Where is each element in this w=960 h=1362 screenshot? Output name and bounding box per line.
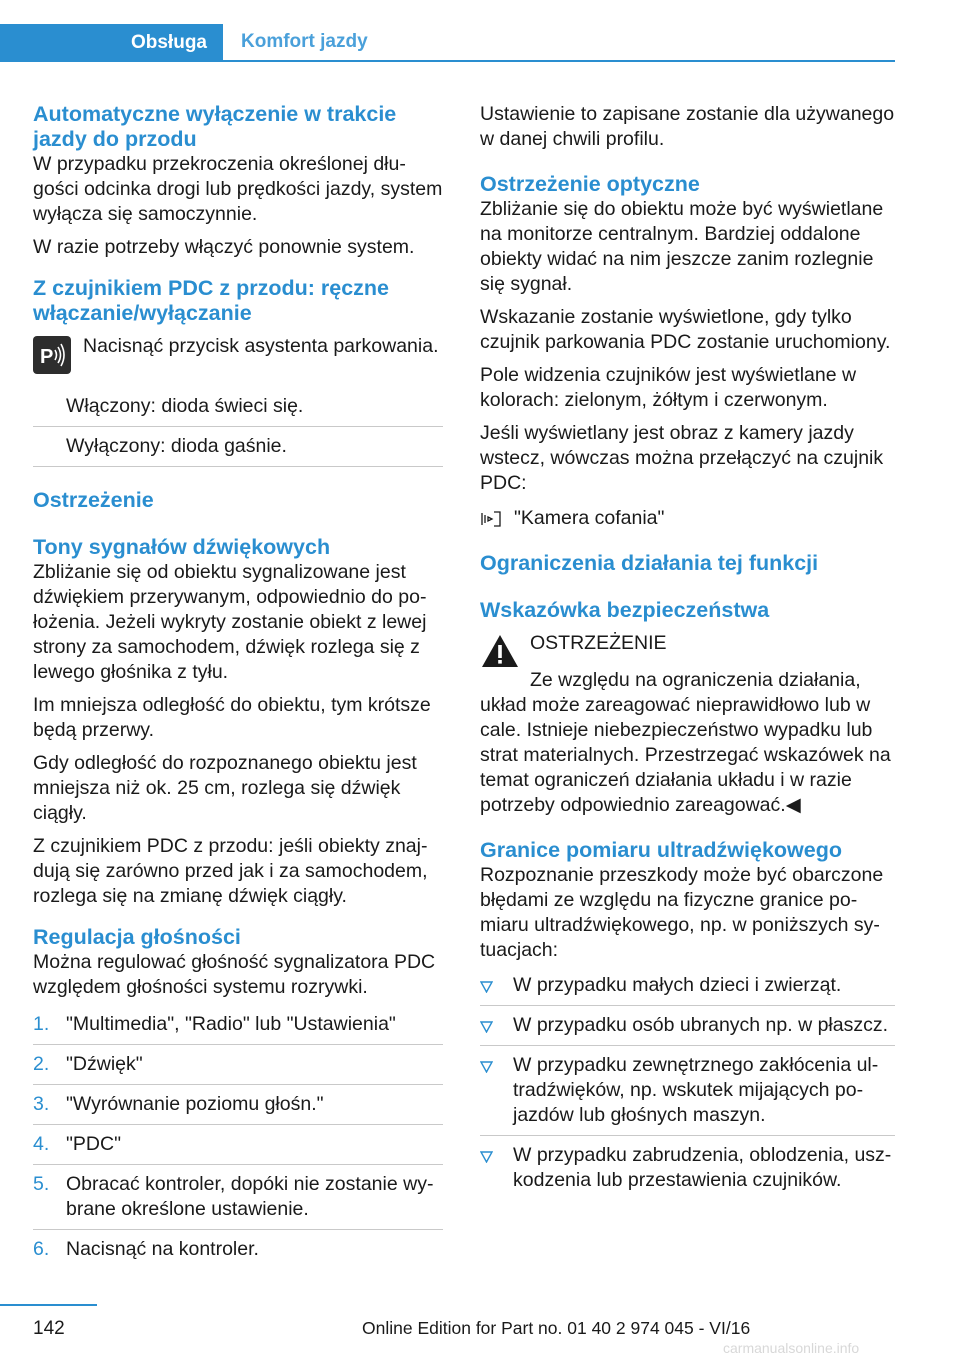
watermark: carmanualsonline.info bbox=[723, 1340, 860, 1356]
step-text: Nacisnąć na kontroler. bbox=[66, 1238, 259, 1260]
step-number: 3. bbox=[33, 1093, 50, 1115]
list-item bbox=[33, 394, 443, 427]
step-number: 2. bbox=[33, 1053, 50, 1075]
footer-rule bbox=[0, 1304, 97, 1306]
bullet-triangle-icon bbox=[480, 1021, 493, 1033]
para-ultrasonic: Rozpoznanie przeszkody może być obarczone błędami ze względu na fizyczne granice pomiaru ultradźwiękowego, np. w poniższych sytuacjach: bbox=[480, 864, 884, 961]
step-text: "PDC" bbox=[66, 1133, 122, 1155]
para-optical-4: Jeśli wyświetlany jest obraz z kamery jazdy wstecz, wówczas można przełączyć na czujnik PDC: bbox=[480, 422, 884, 494]
para-volume: Można regulować głośność sygnalizatora PDC względem głośności systemu rozrywki. bbox=[33, 951, 436, 998]
heading-auto-off: Automatyczne wyłączenie w trakcie jazdy do przodu bbox=[33, 102, 397, 151]
step-number: 4. bbox=[33, 1133, 50, 1155]
step-item bbox=[33, 1172, 443, 1230]
warning-box bbox=[480, 631, 895, 669]
tab-komfort-label: Komfort jazdy bbox=[241, 31, 368, 52]
para-tones-3: Gdy odległość do rozpoznanego obiektu jest mniejsza niż ok. 25 cm, rozlega się dźwięk ciągły. bbox=[33, 752, 417, 824]
para-optical-3: Pole widzenia czujników jest wyświetlane w kolorach: zielonym, żółtym i czerwonym. bbox=[480, 364, 857, 411]
step-number: 6. bbox=[33, 1238, 50, 1260]
page-number: 142 bbox=[33, 1318, 65, 1339]
para-auto-off-2: W razie potrzeby włączyć ponownie system. bbox=[33, 236, 415, 258]
press-instruction bbox=[33, 334, 443, 374]
left-column bbox=[33, 102, 443, 1262]
para-tones-1: Zbliżanie się od obiektu sygnalizowane jest dźwiękiem przerywanym, odpowiednio do położenia. Jeżeli wykryty zostanie obiekt z lewej strony za samochodem, dźwięk rozlega się z lewego głośnika z tyłu. bbox=[33, 561, 427, 683]
ultrasonic-list bbox=[480, 973, 895, 1193]
list-item bbox=[480, 973, 895, 1006]
list-item bbox=[480, 1013, 895, 1046]
warning-triangle-icon bbox=[480, 633, 520, 669]
step-item bbox=[33, 1052, 443, 1085]
step-item bbox=[33, 1092, 443, 1125]
volume-steps bbox=[33, 1012, 443, 1262]
warning-title: OSTRZEŻENIE bbox=[530, 632, 667, 654]
para-saved: Ustawienie to zapisane zostanie dla używanego w danej chwili profilu. bbox=[480, 103, 895, 150]
bullet-text: Włączony: dioda świeci się. bbox=[66, 395, 304, 417]
heading-ultrasonic: Granice pomiaru ultradźwiękowego bbox=[480, 838, 842, 862]
heading-limits: Ograniczenia działania tej funkcji bbox=[480, 551, 819, 575]
bullet-triangle-icon bbox=[480, 1061, 493, 1073]
para-optical-2: Wskazanie zostanie wyświetlone, gdy tylko czujnik parkowania PDC zostanie uruchomiony. bbox=[480, 306, 891, 353]
heading-tones: Tony sygnałów dźwiękowych bbox=[33, 535, 331, 559]
heading-manual: Z czujnikiem PDC z przodu: ręczne włączanie/wyłączanie bbox=[33, 276, 389, 325]
bullet-text: Wyłączony: dioda gaśnie. bbox=[66, 435, 287, 457]
step-item bbox=[33, 1132, 443, 1165]
bullet-triangle-icon bbox=[480, 981, 493, 993]
onoff-list bbox=[33, 394, 443, 467]
heading-warning: Ostrzeżenie bbox=[33, 488, 154, 512]
right-column bbox=[480, 102, 895, 1193]
step-text: Obracać kontroler, dopóki nie zostanie wybrane określone ustawienie. bbox=[66, 1173, 434, 1220]
step-text: "Dźwięk" bbox=[66, 1053, 143, 1075]
warning-text: Ze względu na ograniczenia działania, układ może zareagować nieprawidłowo lub w cale. Istnieje niebezpieczeństwo wypadku lub strat materialnych. Przestrzegać wskazówek na temat ograniczeń działania układu i w razie potrzeby odpowiednio zareagować.◀ bbox=[480, 669, 891, 816]
step-item bbox=[33, 1237, 443, 1262]
page-header bbox=[0, 24, 895, 62]
tab-komfort-jazdy[interactable] bbox=[241, 24, 368, 60]
parking-assistant-icon bbox=[33, 336, 71, 374]
list-item bbox=[480, 1143, 895, 1193]
tab-obsluga[interactable] bbox=[0, 24, 223, 62]
bullet-text: W przypadku małych dzieci i zwierząt. bbox=[513, 974, 842, 996]
heading-safety: Wskazówka bezpieczeństwa bbox=[480, 598, 770, 622]
para-tones-4: Z czujnikiem PDC z przodu: jeśli obiekty znajdują się zarówno przed jak i za samochodem, rozlega się na zmianę dźwięk ciągły. bbox=[33, 835, 428, 907]
camera-line bbox=[480, 506, 895, 531]
camera-toggle-icon bbox=[480, 509, 502, 529]
camera-label: "Kamera cofania" bbox=[514, 507, 665, 529]
list-item bbox=[480, 1053, 895, 1136]
para-press: Nacisnąć przycisk asystenta parkowania. bbox=[83, 335, 439, 357]
para-auto-off-1: W przypadku przekroczenia określonej długości odcinka drogi lub prędkości jazdy, system wyłącza się samoczynnie. bbox=[33, 153, 443, 225]
bullet-text: W przypadku osób ubranych np. w płaszcz. bbox=[513, 1014, 889, 1036]
heading-volume: Regulacja głośności bbox=[33, 925, 241, 949]
heading-optical: Ostrzeżenie optyczne bbox=[480, 172, 700, 196]
para-tones-2: Im mniejsza odległość do obiektu, tym krótsze będą przerwy. bbox=[33, 694, 431, 741]
step-item bbox=[33, 1012, 443, 1045]
bullet-text: W przypadku zewnętrznego zakłócenia ultradźwięków, np. wskutek mijających pojazdów lub głośnych maszyn. bbox=[513, 1054, 879, 1126]
step-number: 1. bbox=[33, 1013, 50, 1035]
bullet-triangle-icon bbox=[480, 1151, 493, 1163]
para-optical-1: Zbliżanie się do obiektu może być wyświetlane na monitorze centralnym. Bardziej oddalone obiekty widać na nim jeszcze zanim rozlegnie się sygnał. bbox=[480, 198, 884, 295]
step-text: "Multimedia", "Radio" lub "Ustawienia" bbox=[66, 1013, 396, 1035]
step-text: "Wyrównanie poziomu głośn." bbox=[66, 1093, 324, 1115]
list-item bbox=[33, 434, 443, 467]
bullet-text: W przypadku zabrudzenia, oblodzenia, uszkodzenia lub przestawienia czujników. bbox=[513, 1144, 892, 1191]
tab-obsluga-label: Obsługa bbox=[130, 32, 207, 53]
svg-text:P: P bbox=[40, 346, 54, 368]
step-number: 5. bbox=[33, 1173, 50, 1195]
edition-line: Online Edition for Part no. 01 40 2 974 045 - VI/16 bbox=[362, 1318, 751, 1338]
header-rule bbox=[0, 60, 895, 62]
